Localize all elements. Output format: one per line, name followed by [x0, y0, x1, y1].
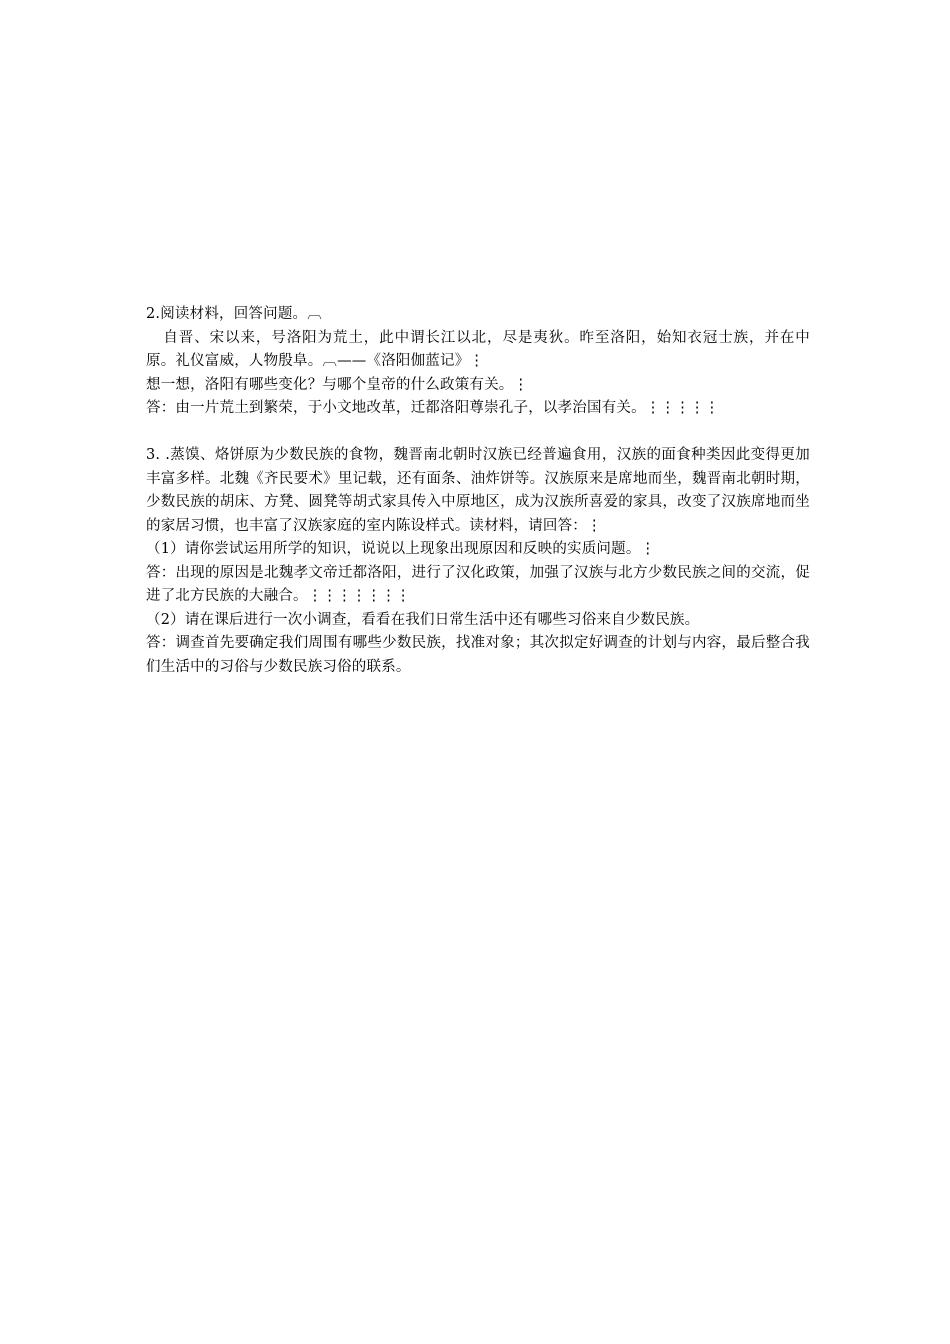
question-3-sub1-prompt: （1）请你尝试运用所学的知识，说说以上现象出现原因和反映的实质问题。⋮	[146, 541, 656, 557]
question-2-prompt: 想一想，洛阳有哪些变化？与哪个皇帝的什么政策有关。⋮	[146, 376, 529, 393]
question-2-quote: 自晋、宋以来，号洛阳为荒土，此中谓长江以北，尽是夷狄。昨至洛阳，始知衣冠士族，并在中原。礼仪富威，人物殷阜。︹——《洛阳伽蓝记》⋮	[146, 329, 810, 369]
question-3-material: 3. .蒸馍、烙饼原为少数民族的食物，魏晋南北朝时汉族已经普遍食用，汉族的面食种类因此变得更加丰富多样。北魏《齐民要术》里记载，还有面条、油炸饼等。汉族原来是席地而坐，魏晋南北朝时期，少数民族的胡床、方凳、圆凳等胡式家具传入中原地区，成为汉族所喜爱的家具，改变了汉族席地而坐的家居习惯，也丰富了汉族家庭的室内陈设样式。读材料，请回答：⋮	[146, 447, 810, 534]
question-3-sub2-answer: 答：调查首先要确定我们周围有哪些少数民族，找准对象；其次拟定好调查的计划与内容，最后整合我们生活中的习俗与少数民族习俗的联系。	[146, 635, 810, 675]
question-3-sub1-answer: 答：出现的原因是北魏孝文帝迁都洛阳，进行了汉化政策，加强了汉族与北方少数民族之间的交流，促进了北方民族的大融合。⋮⋮⋮⋮⋮⋮⋮	[146, 564, 810, 604]
question-2	[146, 303, 810, 421]
question-3-sub2-prompt: （2）请在课后进行一次小调查，看看在我们日常生活中还有哪些习俗来自少数民族。	[146, 611, 700, 628]
section-spacer	[146, 421, 810, 445]
question-2-heading: 2.阅读材料，回答问题。︹	[146, 306, 322, 322]
document-body	[146, 303, 810, 679]
question-3	[146, 444, 810, 679]
question-2-answer: 答：由一片荒土到繁荣，于小文地改革，迁都洛阳尊崇孔子，以孝治国有关。⋮⋮⋮⋮⋮	[146, 400, 720, 416]
